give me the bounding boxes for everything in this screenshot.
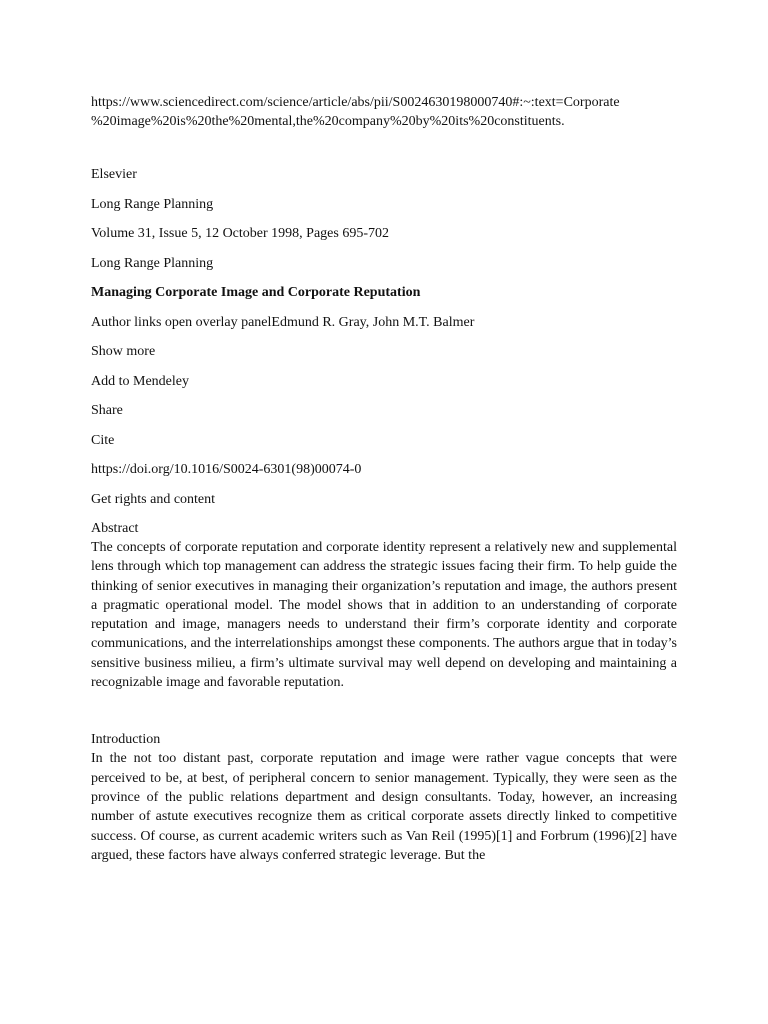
source-url[interactable] — [91, 93, 677, 131]
volume-info[interactable]: Volume 31, Issue 5, 12 October 1998, Pages 695-702 — [91, 226, 389, 241]
introduction-heading: Introduction — [91, 732, 161, 748]
show-more-button[interactable]: Show more — [91, 344, 156, 359]
abstract-heading: Abstract — [91, 521, 139, 536]
share-button[interactable]: Share — [91, 403, 123, 418]
doi-link[interactable]: https://doi.org/10.1016/S0024-6301(98)00074-0 — [91, 462, 362, 477]
abstract-paragraph: The concepts of corporate reputation and corporate identity represent a relatively new and supplemental lens through which top management can address the strategic issues facing their firm. To help guide the thinking of senior executives in managing their organization’s reputation and image, the authors present a pragmatic operational model. The model shows that in addition to an understanding of corporate reputation and image, managers needs to understand their firm’s corporate identity and corporate communications, and the interrelationships amongst these components. The authors argue that in today’s sensitive business milieu, a firm’s ultimate survival may well depend on developing and maintaining a recognizable image and favorable reputation. — [91, 540, 677, 691]
article-title: Managing Corporate Image and Corporate Reputation — [91, 285, 421, 300]
journal-name-repeat: Long Range Planning — [91, 255, 214, 271]
publisher-name: Elsevier — [91, 167, 137, 182]
get-rights-link[interactable]: Get rights and content — [91, 491, 216, 507]
document-page — [91, 93, 677, 865]
cite-button[interactable]: Cite — [91, 432, 115, 448]
journal-name[interactable]: Long Range Planning — [91, 196, 214, 212]
source-url-line-2[interactable]: %20image%20is%20the%20mental,the%20company%20by%20its%20constituents. — [91, 114, 565, 129]
source-url-line-1[interactable]: https://www.sciencedirect.com/science/article/abs/pii/S0024630198000740#:~:text=Corporate — [91, 95, 620, 110]
introduction-paragraph: In the not too distant past, corporate reputation and image were rather vague concepts that were perceived to be, at best, of peripheral concern to senior management. Typically, they were seen as the province of the public relations department and design consultants. Today, however, an increasing number of astute executives recognize them as critical corporate assets directly linked to competitive success. Of course, as current academic writers such as Van Reil (1995)[1] and Forbrum (1996)[2] have argued, these factors have always conferred strategic leverage. But the — [91, 751, 677, 863]
add-to-mendeley-button[interactable]: Add to Mendeley — [91, 373, 189, 389]
author-links[interactable]: Author links open overlay panelEdmund R. Gray, John M.T. Balmer — [91, 314, 475, 330]
